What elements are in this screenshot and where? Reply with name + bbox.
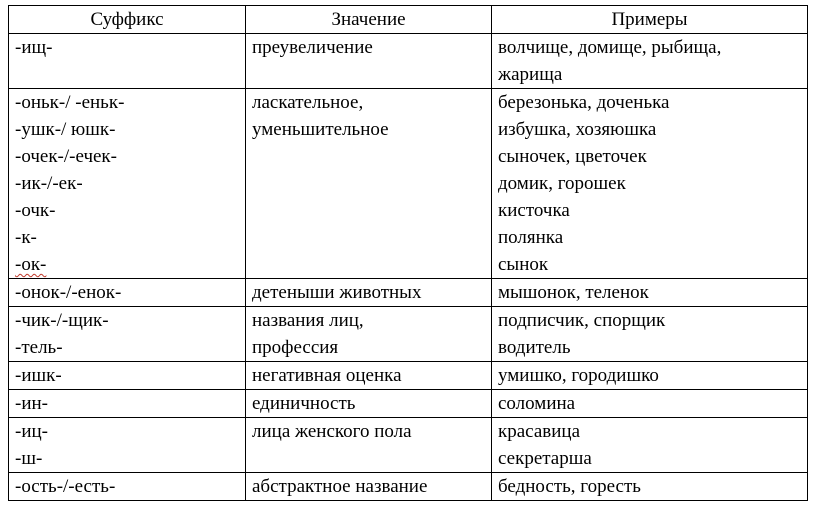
suffix-text: -очк- [15, 200, 56, 221]
suffix-text: -ишк- [15, 365, 62, 386]
header-row [9, 6, 808, 34]
examples-text: красавица [498, 421, 581, 442]
suffix-text: -онок-/-енок- [15, 282, 122, 303]
suffix-cell [9, 279, 246, 307]
examples-text: избушка, хозяюшка [498, 119, 657, 140]
header-suffix: Суффикс [9, 6, 246, 34]
suffix-cell [9, 390, 246, 418]
table-row [9, 418, 808, 473]
meaning-text: лица женского пола [252, 421, 412, 442]
table-row [9, 279, 808, 307]
meaning-text: уменьшительное [252, 119, 389, 140]
examples-text: умишко, городишко [498, 365, 659, 386]
examples-text: березонька, доченька [498, 92, 670, 113]
meaning-text: преувеличение [252, 37, 373, 58]
meaning-text: детеныши животных [252, 282, 422, 303]
examples-text: домик, горошек [498, 173, 626, 194]
meaning-text: единичность [252, 393, 356, 414]
header-examples: Примеры [492, 6, 808, 34]
examples-text: сыночек, цветочек [498, 146, 647, 167]
suffix-text: -ик-/-ек- [15, 173, 83, 194]
meaning-cell [246, 390, 492, 418]
suffix-cell [9, 89, 246, 279]
table-row [9, 362, 808, 390]
examples-text: волчище, домище, рыбища, [498, 37, 722, 58]
examples-text: сынок [498, 254, 549, 275]
suffix-cell [9, 473, 246, 501]
table-row [9, 473, 808, 501]
examples-text: мышонок, теленок [498, 282, 649, 303]
meaning-cell [246, 89, 492, 279]
suffix-text: -ок- [15, 254, 47, 275]
suffix-text: -к- [15, 227, 37, 248]
examples-text: кисточка [498, 200, 570, 221]
meaning-cell [246, 34, 492, 89]
suffix-text: -ин- [15, 393, 48, 414]
header-meaning: Значение [246, 6, 492, 34]
suffix-text: -оньк-/ -еньк- [15, 92, 125, 113]
examples-cell [492, 418, 808, 473]
examples-cell [492, 362, 808, 390]
examples-cell [492, 34, 808, 89]
examples-cell [492, 307, 808, 362]
examples-cell [492, 89, 808, 279]
suffix-text: -тель- [15, 337, 63, 358]
meaning-text: негативная оценка [252, 365, 402, 386]
suffix-cell [9, 34, 246, 89]
examples-cell [492, 390, 808, 418]
meaning-cell [246, 473, 492, 501]
suffix-cell [9, 362, 246, 390]
suffix-cell [9, 418, 246, 473]
meaning-text: профессия [252, 337, 339, 358]
meaning-cell [246, 418, 492, 473]
examples-cell [492, 279, 808, 307]
examples-cell [492, 473, 808, 501]
meaning-text: названия лиц, [252, 310, 364, 331]
suffix-text: -ушк-/ юшк- [15, 119, 116, 140]
table-row [9, 307, 808, 362]
examples-text: соломина [498, 393, 576, 414]
examples-text: жарища [498, 64, 563, 85]
examples-text: секретарша [498, 448, 592, 469]
suffix-cell [9, 307, 246, 362]
examples-text: бедность, горесть [498, 476, 641, 497]
suffix-table [8, 5, 808, 501]
suffix-text: -очек-/-ечек- [15, 146, 117, 167]
suffix-text: -ость-/-есть- [15, 476, 116, 497]
meaning-text: ласкательное, [252, 92, 364, 113]
table-row [9, 390, 808, 418]
suffix-text: -чик-/-щик- [15, 310, 109, 331]
suffix-text: -ш- [15, 448, 43, 469]
meaning-text: абстрактное название [252, 476, 428, 497]
examples-text: подписчик, спорщик [498, 310, 666, 331]
examples-text: полянка [498, 227, 564, 248]
examples-text: водитель [498, 337, 571, 358]
meaning-cell [246, 307, 492, 362]
suffix-text: -иц- [15, 421, 48, 442]
table-row [9, 89, 808, 279]
table-row [9, 34, 808, 89]
meaning-cell [246, 279, 492, 307]
suffix-text: -ищ- [15, 37, 53, 58]
meaning-cell [246, 362, 492, 390]
